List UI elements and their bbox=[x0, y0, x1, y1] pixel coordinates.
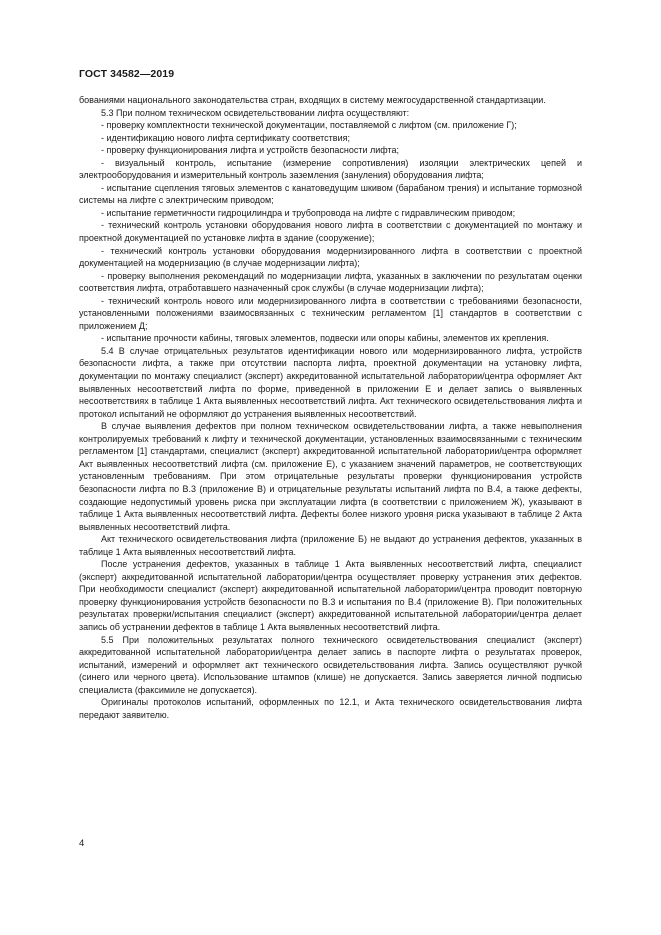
paragraph: - испытание сцепления тяговых элементов с канатоведущим шкивом (барабаном трения) и испытание тормозной системы на лифте с электрическим приводом; bbox=[79, 182, 582, 206]
paragraph: - технический контроль установки оборудования нового лифта в соответствии с документацией по монтажу и проектной документацией по установке лифта в здание (сооружение); bbox=[79, 220, 582, 244]
document-header: ГОСТ 34582—2019 bbox=[79, 68, 175, 80]
paragraph: 5.5 При положительных результатах полного технического освидетельствования специалист (эксперт) аккредитованной испытательной лаборатории/центра делает запись в паспорте лифта о результатах проверок, испытаний, измерений и оформляет акт технического освидетельствования лифта. Запись осуществляют ручкой (синего или черного цвета). Использование штампов (клише) не допускается. Запись заверяется личной подписью специалиста (факсимиле не допускается). bbox=[79, 634, 582, 695]
paragraph: Акт технического освидетельствования лифта (приложение Б) не выдают до устранения дефектов, указанных в таблице 1 Акта выявленных несоответствий лифта. bbox=[79, 534, 582, 557]
paragraph: - проверку комплектности технической документации, поставляемой с лифтом (см. приложение Г); bbox=[101, 120, 517, 131]
paragraph: - проверку выполнения рекомендаций по модернизации лифта, указанных в заключении по результатам оценки соответствия лифта, отработавшего назначенный срок службы (в случае модернизации лифта); bbox=[79, 270, 582, 294]
paragraph: - технический контроль нового или модернизированного лифта в соответствии с требованиями безопасности, установленными положениями взаимосвязанных с техническим регламентом [1] стандартов в соответствии с приложением Д; bbox=[79, 295, 582, 331]
paragraph: - визуальный контроль, испытание (измерение сопротивления) изоляции электрических цепей и электрооборудования и измерительный контроль заземления (зануления) оборудования лифта; bbox=[79, 157, 582, 181]
document-body bbox=[79, 94, 582, 721]
paragraph: бованиями национального законодательства стран, входящих в систему межгосударственной стандартизации. bbox=[79, 95, 546, 105]
paragraph: 5.4 В случае отрицательных результатов идентификации нового или модернизированного лифта, устройств безопасности лифта, а также при отсутствии паспорта лифта, проектной документации на установку лифта, документации по монтажу специалист (эксперт) аккредитованной испытательной лаборатории/центра оформляет Акт выявленных несоответствий лифта по форме, приведенной в приложении Е и делает запись о выявленных несоответствиях в таблице 1 Акта выявленных несоответствий лифта. Акт технического освидетельствования лифта и протокол испытаний не оформляют до устранения выявленных несоответствий. bbox=[79, 345, 582, 419]
paragraph: - проверку функционирования лифта и устройств безопасности лифта; bbox=[101, 145, 399, 156]
paragraph: - испытание прочности кабины, тяговых элементов, подвески или опоры кабины, элементов их крепления. bbox=[101, 333, 549, 344]
paragraph: - идентификацию нового лифта сертификату соответствия; bbox=[101, 132, 350, 143]
paragraph: После устранения дефектов, указанных в таблице 1 Акта выявленных несоответствий лифта, специалист (эксперт) аккредитованной испытательной лаборатории/центра осуществляет проверку устранения этих дефектов. При необходимости специалист (эксперт) аккредитованной испытательной лаборатории/центра проводит повторную проверку функционирования устройств безопасности по В.3 и испытания по В.4 (приложение В). При положительных результатах проверки/испытания специалист (эксперт) аккредитованной испытательной лаборатории/центра делает запись об устранении дефектов в таблице 1 Акта выявленных несоответствий лифта. bbox=[79, 559, 582, 632]
paragraph: В случае выявления дефектов при полном техническом освидетельствовании лифта, а также невыполнения контролируемых требований к лифту и технической документации, установленных взаимосвязанными с техническим регламентом [1] стандартами, специалист (эксперт) аккредитованной испытательной лаборатории/центра оформляет Акт выявленных несоответствий лифта (см. приложение Е), с указанием значений параметров, не соответствующих установленным требованиям. При этом отрицательные результаты проверки функционирования устройств безопасности лифта по В.3 (приложение В) и отрицательные результаты испытаний лифта по В.4, а также дефекты, создающие недопустимый уровень риска при эксплуатации лифта (в соответствии с приложением Ж), указывают в таблице 1 Акта выявленных несоответствий лифта. Дефекты более низкого уровня риска указывают в таблице 2 Акта выявленных несоответствий лифта. bbox=[79, 421, 582, 532]
paragraph: Оригиналы протоколов испытаний, оформленных по 12.1, и Акта технического освидетельствования лифта передают заявителю. bbox=[79, 697, 582, 720]
paragraph: - испытание герметичности гидроцилиндра и трубопровода на лифте с гидравлическим приводом; bbox=[101, 207, 516, 218]
page-number: 4 bbox=[79, 838, 85, 849]
paragraph: 5.3 При полном техническом освидетельствовании лифта осуществляют: bbox=[101, 107, 410, 118]
paragraph: - технический контроль установки оборудования модернизированного лифта в соответствии с проектной документацией на модернизацию (в случае модернизации лифта); bbox=[79, 245, 582, 269]
